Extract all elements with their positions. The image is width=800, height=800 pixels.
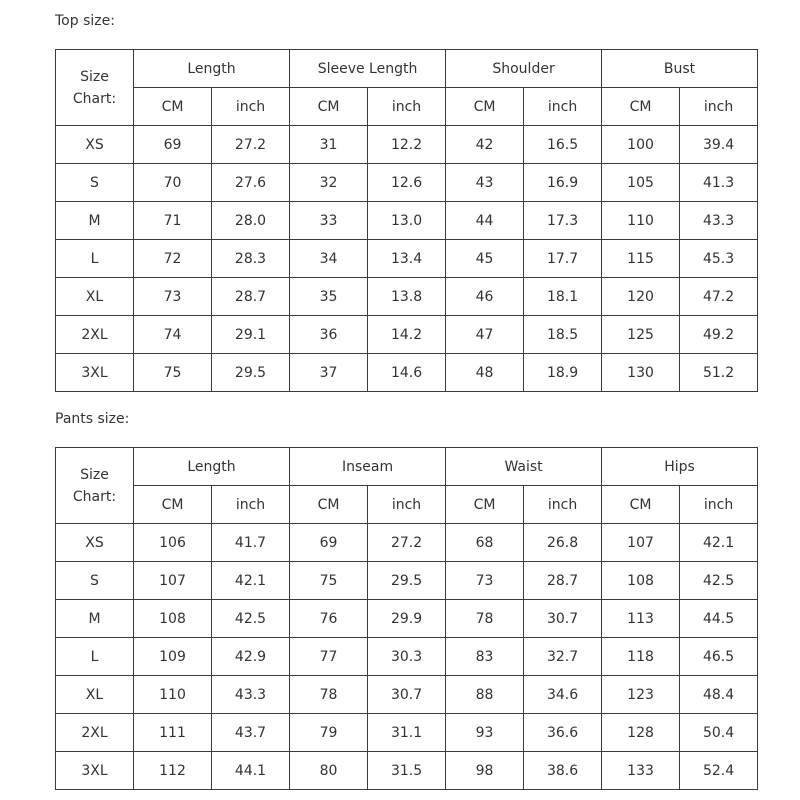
value-cell: 51.2 [680,354,758,392]
value-cell: 42.1 [212,562,290,600]
unit-inch-header: inch [368,486,446,524]
value-cell: 128 [602,714,680,752]
size-cell: 2XL [56,714,134,752]
value-cell: 71 [134,202,212,240]
table-row [56,714,758,752]
value-cell: 83 [446,638,524,676]
table-row [56,202,758,240]
size-chart-label-line2: Chart: [72,90,117,107]
unit-inch-header: inch [680,88,758,126]
value-cell: 14.6 [368,354,446,392]
header-row [56,448,758,486]
column-group-header: Inseam [290,448,446,486]
value-cell: 39.4 [680,126,758,164]
value-cell: 130 [602,354,680,392]
size-chart-header [56,50,134,126]
table-row [56,278,758,316]
value-cell: 44.1 [212,752,290,790]
table-row [56,240,758,278]
unit-cm-header: CM [446,486,524,524]
value-cell: 123 [602,676,680,714]
value-cell: 32.7 [524,638,602,676]
unit-row [56,88,758,126]
value-cell: 125 [602,316,680,354]
value-cell: 105 [602,164,680,202]
value-cell: 70 [134,164,212,202]
unit-inch-header: inch [212,486,290,524]
top-size-title: Top size: [55,13,115,29]
unit-cm-header: CM [290,486,368,524]
size-chart-header [56,448,134,524]
value-cell: 28.0 [212,202,290,240]
value-cell: 80 [290,752,368,790]
unit-cm-header: CM [602,88,680,126]
size-chart-label-line1: Size [80,68,109,85]
value-cell: 69 [290,524,368,562]
table-row [56,354,758,392]
unit-inch-header: inch [524,486,602,524]
value-cell: 50.4 [680,714,758,752]
value-cell: 110 [602,202,680,240]
column-group-header: Bust [602,50,758,88]
table-row [56,316,758,354]
value-cell: 133 [602,752,680,790]
value-cell: 107 [602,524,680,562]
value-cell: 30.7 [368,676,446,714]
value-cell: 29.5 [212,354,290,392]
value-cell: 68 [446,524,524,562]
value-cell: 18.1 [524,278,602,316]
size-cell: L [56,638,134,676]
value-cell: 45 [446,240,524,278]
value-cell: 46.5 [680,638,758,676]
value-cell: 107 [134,562,212,600]
value-cell: 79 [290,714,368,752]
value-cell: 28.3 [212,240,290,278]
value-cell: 37 [290,354,368,392]
table-row [56,600,758,638]
value-cell: 31.5 [368,752,446,790]
value-cell: 73 [446,562,524,600]
table-row [56,676,758,714]
value-cell: 29.5 [368,562,446,600]
value-cell: 33 [290,202,368,240]
value-cell: 34 [290,240,368,278]
value-cell: 28.7 [212,278,290,316]
value-cell: 12.6 [368,164,446,202]
value-cell: 46 [446,278,524,316]
value-cell: 30.7 [524,600,602,638]
value-cell: 98 [446,752,524,790]
value-cell: 75 [134,354,212,392]
unit-inch-header: inch [368,88,446,126]
value-cell: 48.4 [680,676,758,714]
value-cell: 75 [290,562,368,600]
unit-row [56,486,758,524]
value-cell: 42 [446,126,524,164]
size-cell: 3XL [56,752,134,790]
header-row [56,50,758,88]
value-cell: 36.6 [524,714,602,752]
value-cell: 36 [290,316,368,354]
value-cell: 47.2 [680,278,758,316]
value-cell: 28.7 [524,562,602,600]
unit-cm-header: CM [446,88,524,126]
value-cell: 38.6 [524,752,602,790]
value-cell: 118 [602,638,680,676]
value-cell: 27.2 [368,524,446,562]
value-cell: 113 [602,600,680,638]
value-cell: 14.2 [368,316,446,354]
value-cell: 13.0 [368,202,446,240]
value-cell: 52.4 [680,752,758,790]
value-cell: 49.2 [680,316,758,354]
value-cell: 44 [446,202,524,240]
unit-cm-header: CM [602,486,680,524]
value-cell: 69 [134,126,212,164]
size-chart-label-line1: Size [80,466,109,483]
value-cell: 17.7 [524,240,602,278]
size-cell: XL [56,676,134,714]
column-group-header: Sleeve Length [290,50,446,88]
value-cell: 13.8 [368,278,446,316]
value-cell: 29.9 [368,600,446,638]
value-cell: 112 [134,752,212,790]
pants-size-table [55,447,758,790]
unit-cm-header: CM [290,88,368,126]
size-cell: M [56,600,134,638]
top-size-table [55,49,758,392]
unit-inch-header: inch [524,88,602,126]
value-cell: 31 [290,126,368,164]
value-cell: 13.4 [368,240,446,278]
table-row [56,126,758,164]
value-cell: 27.2 [212,126,290,164]
pants-size-title: Pants size: [55,411,130,427]
unit-inch-header: inch [680,486,758,524]
value-cell: 76 [290,600,368,638]
value-cell: 47 [446,316,524,354]
value-cell: 108 [134,600,212,638]
value-cell: 120 [602,278,680,316]
value-cell: 73 [134,278,212,316]
value-cell: 88 [446,676,524,714]
column-group-header: Waist [446,448,602,486]
table-row [56,524,758,562]
value-cell: 43.3 [212,676,290,714]
value-cell: 26.8 [524,524,602,562]
value-cell: 110 [134,676,212,714]
value-cell: 35 [290,278,368,316]
value-cell: 109 [134,638,212,676]
value-cell: 18.5 [524,316,602,354]
value-cell: 42.5 [680,562,758,600]
value-cell: 42.9 [212,638,290,676]
unit-cm-header: CM [134,88,212,126]
size-chart-label-line2: Chart: [72,488,117,505]
unit-inch-header: inch [212,88,290,126]
value-cell: 12.2 [368,126,446,164]
column-group-header: Length [134,50,290,88]
value-cell: 106 [134,524,212,562]
value-cell: 18.9 [524,354,602,392]
value-cell: 100 [602,126,680,164]
size-cell: S [56,164,134,202]
value-cell: 41.7 [212,524,290,562]
value-cell: 42.1 [680,524,758,562]
value-cell: 42.5 [212,600,290,638]
value-cell: 111 [134,714,212,752]
value-cell: 29.1 [212,316,290,354]
value-cell: 43.3 [680,202,758,240]
size-cell: XS [56,524,134,562]
value-cell: 44.5 [680,600,758,638]
value-cell: 17.3 [524,202,602,240]
column-group-header: Length [134,448,290,486]
value-cell: 72 [134,240,212,278]
table-row [56,752,758,790]
table-row [56,562,758,600]
value-cell: 34.6 [524,676,602,714]
value-cell: 77 [290,638,368,676]
value-cell: 27.6 [212,164,290,202]
size-cell: M [56,202,134,240]
value-cell: 16.9 [524,164,602,202]
column-group-header: Hips [602,448,758,486]
size-cell: S [56,562,134,600]
value-cell: 78 [290,676,368,714]
value-cell: 115 [602,240,680,278]
value-cell: 16.5 [524,126,602,164]
value-cell: 41.3 [680,164,758,202]
value-cell: 48 [446,354,524,392]
unit-cm-header: CM [134,486,212,524]
value-cell: 30.3 [368,638,446,676]
value-cell: 31.1 [368,714,446,752]
column-group-header: Shoulder [446,50,602,88]
size-cell: L [56,240,134,278]
size-cell: 2XL [56,316,134,354]
value-cell: 108 [602,562,680,600]
value-cell: 32 [290,164,368,202]
value-cell: 93 [446,714,524,752]
size-cell: 3XL [56,354,134,392]
table-row [56,638,758,676]
value-cell: 43 [446,164,524,202]
value-cell: 45.3 [680,240,758,278]
table-row [56,164,758,202]
size-cell: XS [56,126,134,164]
value-cell: 43.7 [212,714,290,752]
value-cell: 74 [134,316,212,354]
value-cell: 78 [446,600,524,638]
size-cell: XL [56,278,134,316]
